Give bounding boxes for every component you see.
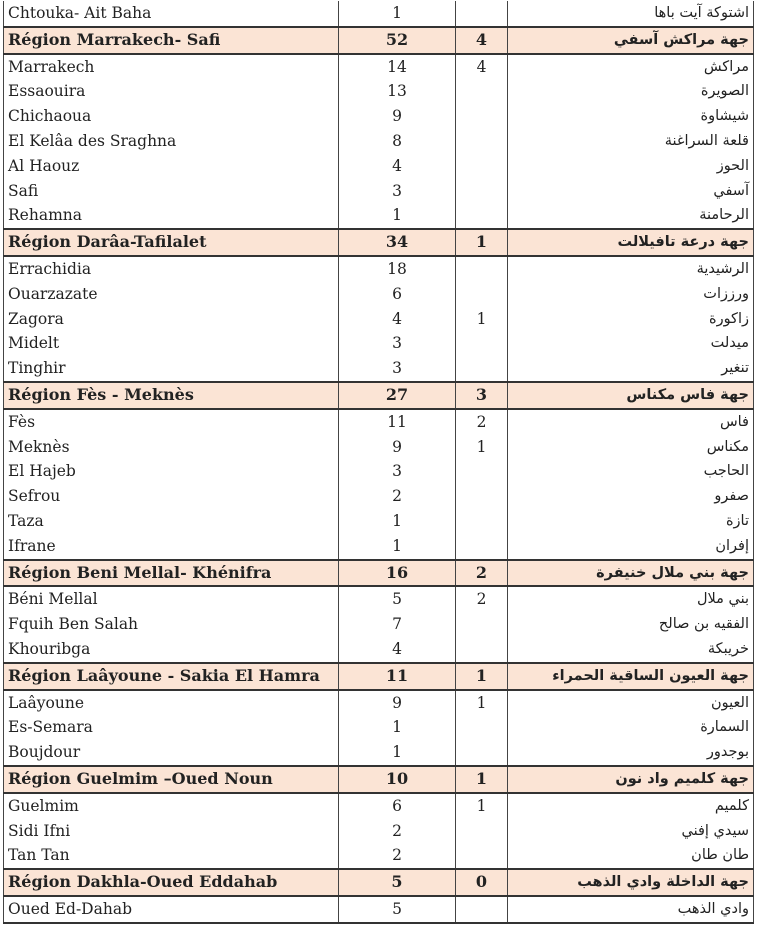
count-cell: 14 (339, 54, 456, 80)
table-row (4, 129, 754, 154)
table-row (4, 690, 754, 716)
name-cell: Fquih Ben Salah (4, 612, 339, 637)
region-header-row (4, 27, 754, 54)
count-cell: 7 (339, 612, 456, 637)
count-cell: 18 (339, 256, 456, 282)
table-row (4, 586, 754, 612)
count-cell: 1 (339, 740, 456, 766)
table-row (4, 637, 754, 663)
count-cell: 3 (339, 356, 456, 382)
count-cell: 5 (339, 896, 456, 923)
sub-count-cell: 2 (456, 409, 508, 435)
count-cell: 1 (339, 509, 456, 534)
region-header-row (4, 869, 754, 896)
count-cell: 9 (339, 104, 456, 129)
name-cell: Guelmim (4, 793, 339, 819)
name-cell: Sidi Ifni (4, 819, 339, 844)
name-cell: Tan Tan (4, 843, 339, 869)
sub-count-cell (456, 715, 508, 740)
region-header-row (4, 766, 754, 793)
count-cell: 1 (339, 534, 456, 560)
count-cell: 1 (339, 1, 456, 27)
arabic-name-cell: ميدلت (508, 331, 754, 356)
table-row (4, 154, 754, 179)
sub-count-cell (456, 179, 508, 204)
sub-count-cell (456, 459, 508, 484)
count-cell: 9 (339, 690, 456, 716)
sub-count-cell (456, 509, 508, 534)
name-cell: Chtouka- Ait Baha (4, 1, 339, 27)
arabic-name-cell: سيدي إفني (508, 819, 754, 844)
count-cell: 1 (339, 203, 456, 229)
sub-count-cell (456, 1, 508, 27)
region-sub-count-cell: 4 (456, 27, 508, 54)
region-sub-count-cell: 0 (456, 869, 508, 896)
sub-count-cell (456, 534, 508, 560)
region-name-cell: Région Fès - Meknès (4, 382, 339, 409)
region-arabic-name-cell: جهة مراكش آسفي (508, 27, 754, 54)
arabic-name-cell: شيشاوة (508, 104, 754, 129)
sub-count-cell (456, 843, 508, 869)
table-row (4, 534, 754, 560)
table-row (4, 843, 754, 869)
table-row (4, 435, 754, 460)
name-cell: Safi (4, 179, 339, 204)
sub-count-cell (456, 104, 508, 129)
sub-count-cell: 1 (456, 435, 508, 460)
name-cell: Errachidia (4, 256, 339, 282)
region-arabic-name-cell: جهة بني ملال خنيفرة (508, 560, 754, 587)
sub-count-cell (456, 282, 508, 307)
count-cell: 9 (339, 435, 456, 460)
name-cell: Marrakech (4, 54, 339, 80)
region-sub-count-cell: 1 (456, 229, 508, 256)
name-cell: Oued Ed-Dahab (4, 896, 339, 923)
table-row (4, 409, 754, 435)
table-row (4, 54, 754, 80)
count-cell: 6 (339, 282, 456, 307)
name-cell: Boujdour (4, 740, 339, 766)
region-name-cell: Région Beni Mellal- Khénifra (4, 560, 339, 587)
sub-count-cell (456, 331, 508, 356)
sub-count-cell (456, 79, 508, 104)
sub-count-cell (456, 896, 508, 923)
sub-count-cell (456, 484, 508, 509)
count-cell: 1 (339, 715, 456, 740)
table-row (4, 104, 754, 129)
arabic-name-cell: اشتوكة آيت باها (508, 1, 754, 27)
count-cell: 3 (339, 179, 456, 204)
arabic-name-cell: وادي الذهب (508, 896, 754, 923)
name-cell: Béni Mellal (4, 586, 339, 612)
region-count-cell: 5 (339, 869, 456, 896)
arabic-name-cell: صفرو (508, 484, 754, 509)
region-header-row (4, 382, 754, 409)
arabic-name-cell: إفران (508, 534, 754, 560)
region-sub-count-cell: 3 (456, 382, 508, 409)
arabic-name-cell: السمارة (508, 715, 754, 740)
region-name-cell: Région Guelmim –Oued Noun (4, 766, 339, 793)
sub-count-cell (456, 256, 508, 282)
table-row (4, 484, 754, 509)
region-count-cell: 27 (339, 382, 456, 409)
table-row (4, 459, 754, 484)
name-cell: Chichaoua (4, 104, 339, 129)
count-cell: 3 (339, 331, 456, 356)
region-arabic-name-cell: جهة كلميم واد نون (508, 766, 754, 793)
name-cell: Fès (4, 409, 339, 435)
region-name-cell: Région Laâyoune - Sakia El Hamra (4, 663, 339, 690)
arabic-name-cell: تنغير (508, 356, 754, 382)
count-cell: 3 (339, 459, 456, 484)
arabic-name-cell: طان طان (508, 843, 754, 869)
name-cell: El Kelâa des Sraghna (4, 129, 339, 154)
name-cell: Sefrou (4, 484, 339, 509)
sub-count-cell (456, 154, 508, 179)
count-cell: 6 (339, 793, 456, 819)
table-row (4, 356, 754, 382)
arabic-name-cell: الرحامنة (508, 203, 754, 229)
regions-table (3, 1, 754, 924)
table-row (4, 79, 754, 104)
arabic-name-cell: الفقيه بن صالح (508, 612, 754, 637)
name-cell: Khouribga (4, 637, 339, 663)
name-cell: Ifrane (4, 534, 339, 560)
count-cell: 8 (339, 129, 456, 154)
region-count-cell: 34 (339, 229, 456, 256)
arabic-name-cell: مكناس (508, 435, 754, 460)
region-arabic-name-cell: جهة الداخلة وادي الذهب (508, 869, 754, 896)
table-row (4, 203, 754, 229)
name-cell: Tinghir (4, 356, 339, 382)
arabic-name-cell: خريبكة (508, 637, 754, 663)
arabic-name-cell: قلعة السراغنة (508, 129, 754, 154)
arabic-name-cell: ورززات (508, 282, 754, 307)
table-row (4, 307, 754, 332)
region-count-cell: 16 (339, 560, 456, 587)
arabic-name-cell: فاس (508, 409, 754, 435)
name-cell: Rehamna (4, 203, 339, 229)
sub-count-cell: 4 (456, 54, 508, 80)
region-count-cell: 10 (339, 766, 456, 793)
arabic-name-cell: تازة (508, 509, 754, 534)
name-cell: Ouarzazate (4, 282, 339, 307)
region-sub-count-cell: 1 (456, 663, 508, 690)
table-row (4, 509, 754, 534)
count-cell: 13 (339, 79, 456, 104)
table-row (4, 1, 754, 27)
name-cell: Es-Semara (4, 715, 339, 740)
region-arabic-name-cell: جهة فاس مكناس (508, 382, 754, 409)
arabic-name-cell: آسفي (508, 179, 754, 204)
region-count-cell: 11 (339, 663, 456, 690)
table-row (4, 179, 754, 204)
region-arabic-name-cell: جهة درعة تافيلالت (508, 229, 754, 256)
count-cell: 4 (339, 307, 456, 332)
region-sub-count-cell: 2 (456, 560, 508, 587)
table-row (4, 793, 754, 819)
sub-count-cell (456, 129, 508, 154)
sub-count-cell (456, 356, 508, 382)
count-cell: 4 (339, 154, 456, 179)
count-cell: 2 (339, 484, 456, 509)
arabic-name-cell: الحوز (508, 154, 754, 179)
arabic-name-cell: الرشيدية (508, 256, 754, 282)
sub-count-cell (456, 740, 508, 766)
table-row (4, 896, 754, 923)
sub-count-cell (456, 612, 508, 637)
sub-count-cell: 1 (456, 793, 508, 819)
arabic-name-cell: بني ملال (508, 586, 754, 612)
count-cell: 11 (339, 409, 456, 435)
table-row (4, 282, 754, 307)
name-cell: Zagora (4, 307, 339, 332)
arabic-name-cell: العيون (508, 690, 754, 716)
name-cell: Al Haouz (4, 154, 339, 179)
count-cell: 2 (339, 819, 456, 844)
name-cell: El Hajeb (4, 459, 339, 484)
table-row (4, 256, 754, 282)
table-row (4, 331, 754, 356)
region-header-row (4, 229, 754, 256)
sub-count-cell (456, 637, 508, 663)
table-row (4, 612, 754, 637)
name-cell: Taza (4, 509, 339, 534)
arabic-name-cell: الصويرة (508, 79, 754, 104)
sub-count-cell (456, 203, 508, 229)
arabic-name-cell: زاكورة (508, 307, 754, 332)
table-row (4, 715, 754, 740)
region-sub-count-cell: 1 (456, 766, 508, 793)
sub-count-cell: 1 (456, 690, 508, 716)
arabic-name-cell: كلميم (508, 793, 754, 819)
region-count-cell: 52 (339, 27, 456, 54)
region-header-row (4, 560, 754, 587)
name-cell: Midelt (4, 331, 339, 356)
region-name-cell: Région Dakhla-Oued Eddahab (4, 869, 339, 896)
table-body (4, 1, 754, 923)
region-arabic-name-cell: جهة العيون الساقية الحمراء (508, 663, 754, 690)
region-header-row (4, 663, 754, 690)
count-cell: 2 (339, 843, 456, 869)
count-cell: 4 (339, 637, 456, 663)
table-row (4, 819, 754, 844)
sub-count-cell (456, 819, 508, 844)
name-cell: Essaouira (4, 79, 339, 104)
sub-count-cell: 1 (456, 307, 508, 332)
region-name-cell: Région Darâa-Tafilalet (4, 229, 339, 256)
name-cell: Meknès (4, 435, 339, 460)
name-cell: Laâyoune (4, 690, 339, 716)
sub-count-cell: 2 (456, 586, 508, 612)
arabic-name-cell: بوجدور (508, 740, 754, 766)
region-name-cell: Région Marrakech- Safi (4, 27, 339, 54)
count-cell: 5 (339, 586, 456, 612)
arabic-name-cell: الحاجب (508, 459, 754, 484)
table-row (4, 740, 754, 766)
arabic-name-cell: مراكش (508, 54, 754, 80)
